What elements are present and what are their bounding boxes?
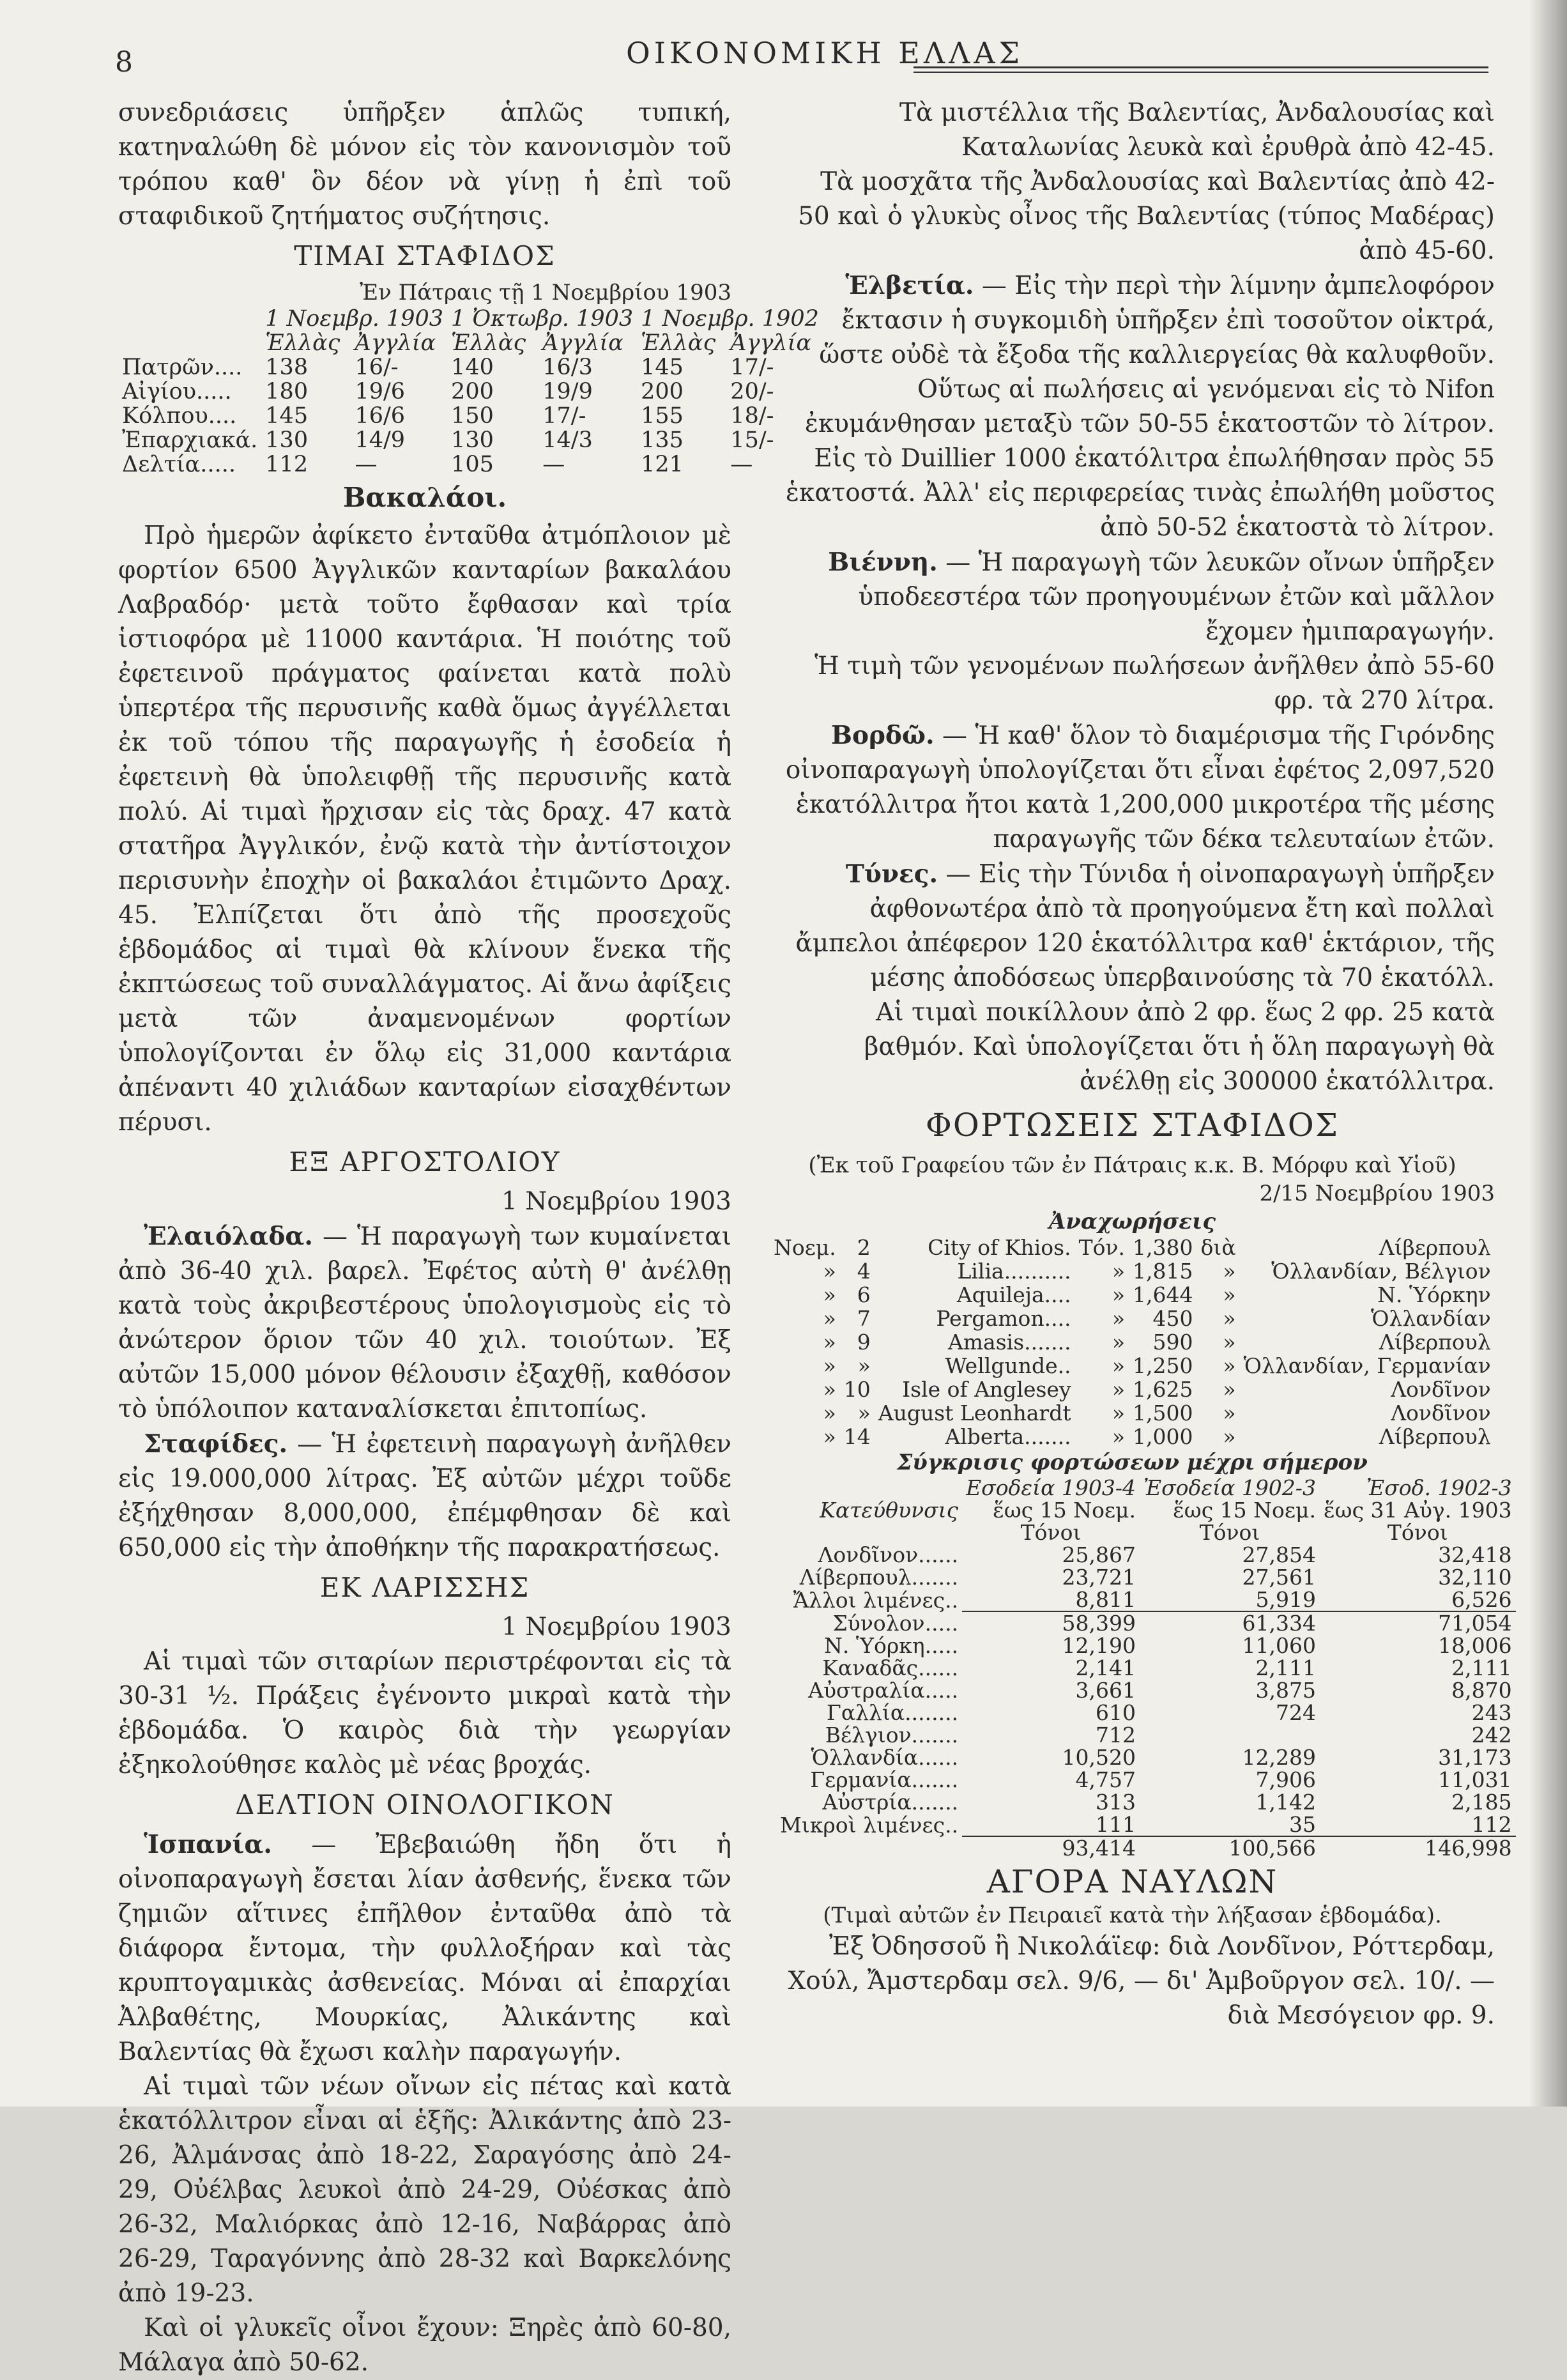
cell: » — [1223, 1259, 1236, 1284]
table-row — [776, 1746, 1516, 1769]
tons: 1,815 — [1133, 1259, 1193, 1284]
cell: 610 — [1095, 1700, 1136, 1725]
sweet-wines-paragraph: Καὶ οἱ γλυκεῖς οἶνοι ἔχουν: Ξηρὲς ἀπὸ 60-80, Μάλαγα ἀπὸ 50-62. — [118, 2314, 731, 2377]
argostoli-date: 1 Νοεμβρίου 1903 — [501, 1187, 731, 1216]
tons: 1,625 — [1133, 1377, 1193, 1402]
cell: 138 — [265, 355, 309, 380]
cell: 6 — [857, 1282, 871, 1307]
comp-head-row — [776, 1499, 1516, 1521]
cell: 16/3 — [542, 355, 593, 380]
header-rule-double — [913, 72, 1488, 73]
vienni-price-paragraph: Ἡ τιμὴ τῶν γενομένων πωλήσεων ἀνῆλθεν ἀπὸ 55-60 φρ. τὰ 270 λίτρα. — [814, 652, 1495, 715]
oinologikon-heading: ΔΕΛΤΙΟΝ ΟΙΝΟΛΟΓΙΚΟΝ — [235, 1789, 615, 1820]
total-cell: 100,566 — [1228, 1836, 1316, 1861]
moschata-paragraph: Τὰ μοσχᾶτα τῆς Ἀνδαλουσίας καὶ Βαλεντίας ἀπὸ 42-50 καὶ ὁ γλυκὺς οἶνος τῆς Βαλεντίας (τύπος Μαδέρας) ἀπὸ 45-60. — [798, 167, 1495, 265]
row-label: Ἄλλοι λιμένες.. — [793, 1587, 959, 1613]
cell: » — [857, 1353, 871, 1378]
destination: Ὁλλανδίαν — [1371, 1306, 1491, 1331]
cell: » — [823, 1306, 836, 1331]
unit-label: Τόνοι — [1020, 1520, 1082, 1545]
cell: » — [823, 1330, 836, 1355]
fortoseis-date: 2/15 Νοεμβρίου 1903 — [1259, 1181, 1495, 1206]
cell: 130 — [265, 427, 309, 453]
cell: 9 — [857, 1330, 871, 1355]
cell: 3,875 — [1255, 1678, 1316, 1703]
table-row — [770, 1425, 1495, 1448]
naulon-heading: ΑΓΟΡΑ ΝΑΥΛΩΝ — [986, 1863, 1278, 1900]
elvetia-text: — Εἰς τὴν περὶ τὴν λίμνην ἀμπελοφόρον ἔκτασιν ἡ συγκομιδὴ ὑπῆρξεν ἐπὶ τοσοῦτον οἰκτρά, ὥστε οὐδὲ τὰ ἔξοδα τῆς καλλιεργείας θὰ καλυφθοῦν. — [819, 272, 1495, 369]
cell: 242 — [1471, 1723, 1512, 1747]
ship-name: Wellgunde.. — [945, 1353, 1071, 1378]
tons: 450 — [1152, 1306, 1193, 1331]
row-label: Γερμανία....... — [810, 1767, 959, 1792]
cell: 2,185 — [1451, 1790, 1512, 1815]
date-col-2: 1 Ὀκτωβρ. 1903 — [451, 306, 634, 332]
cell: 200 — [451, 379, 494, 404]
tons: 1,000 — [1133, 1424, 1193, 1449]
ship-name: Alberta....... — [945, 1424, 1071, 1449]
unit-label: Τόνοι — [1199, 1520, 1260, 1545]
cell: 58,399 — [1062, 1611, 1136, 1636]
cell: » — [1223, 1353, 1236, 1378]
cell: 19/6 — [355, 379, 406, 404]
row-label: Βέλγιον....... — [825, 1723, 959, 1747]
sum-row — [776, 1611, 1516, 1634]
cell: » — [1112, 1353, 1126, 1378]
cell: διὰ — [1200, 1235, 1236, 1260]
tons: 1,250 — [1133, 1353, 1193, 1378]
cell: 313 — [1095, 1790, 1136, 1815]
departures-heading: Ἀναχωρήσεις — [1048, 1209, 1216, 1234]
date-col-1: 1 Νοεμβρ. 1903 — [265, 306, 444, 332]
cell: 2,111 — [1255, 1655, 1316, 1680]
fortoseis-source: (Ἐκ τοῦ Γραφείου τῶν ἐν Πάτραις κ.κ. Β. Μόρφυ καὶ Υἱοῦ) — [808, 1153, 1456, 1178]
cell: » — [823, 1377, 836, 1402]
cell: » — [1112, 1424, 1126, 1449]
comp-head: ἕως 15 Νοεμ. — [1173, 1498, 1316, 1523]
cell — [1140, 1724, 1320, 1746]
cell: 140 — [451, 355, 494, 380]
cell: — — [730, 452, 753, 477]
prices-cols-row — [118, 331, 823, 355]
cell: » — [823, 1282, 836, 1307]
cell: 10,520 — [1062, 1745, 1136, 1770]
cell: 112 — [265, 452, 309, 477]
ispania-text: — Ἐβεβαιώθη ἤδη ὅτι ἡ οἰνοπαραγωγὴ ἔσεται λίαν ἀσθενής, ἕνεκα τῶν ζημιῶν αἵτινες ἐπῆλθον ἐνταῦθα ἀπὸ τὰ διάφορα ἔντομα, τὴν φυλλοξήραν καὶ τὰς κρυπτογαμικὰς ἀσθενείας. Μόναι αἱ ἐπαρχίαι Ἀλβαθέτης, Μουρκίας, Ἀλικάντης καὶ Βαλεντίας θὰ ἔχωσι καλὴν παραγωγήν. — [118, 1831, 731, 2066]
ispania-heading: Ἱσπανία. — [144, 1830, 272, 1859]
cell: 11,031 — [1438, 1767, 1512, 1792]
col-head: Ἑλλὰς — [641, 330, 716, 356]
total-cell: 146,998 — [1425, 1836, 1512, 1861]
cell: 2,111 — [1451, 1655, 1512, 1680]
naulon-paragraph: Ἐξ Ὀδησσοῦ ἢ Νικολάϊεφ: διὰ Λονδῖνον, Ρόττερδαμ, Χούλ, Ἄμστερδαμ σελ. 9/6, — δι' Ἀμβοῦργον σελ. 10/. — διὰ Μεσόγειον φρ. 9. — [788, 1932, 1495, 2030]
stafides-heading: Σταφίδες. — [144, 1429, 288, 1459]
cell: — — [542, 452, 565, 477]
col-head: Ἑλλὰς — [265, 330, 340, 356]
row-label: Δελτία..... — [122, 452, 236, 477]
header-rule — [913, 66, 1488, 68]
unit-row — [776, 1521, 1516, 1544]
col-head: Ἀγγλία — [542, 330, 623, 356]
larissa-paragraph: Αἱ τιμαὶ τῶν σιταρίων περιστρέφονται εἰς τὰ 30-31 ½. Πράξεις ἐγένοντο μικραὶ κατὰ τὴν ἑβδομάδα. Ὁ καιρὸς διὰ τὴν γεωργίαν ἐξηκολούθησε καλὸς μὲ νέας βροχάς. — [118, 1647, 731, 1779]
cell: 31,173 — [1438, 1745, 1512, 1770]
destination: Λίβερπουλ — [1379, 1235, 1491, 1260]
row-label: Αἰγίου..... — [122, 379, 232, 404]
cell: 12,289 — [1242, 1745, 1316, 1770]
row-label: Σύνολον..... — [832, 1610, 959, 1636]
cell: 16/6 — [355, 403, 406, 429]
vordo-text: — Ἡ καθ' ὅλον τὸ διαμέρισμα τῆς Γιρόνδης οἰνοπαραγωγὴ ὑπολογίζεται ὅτι εἶναι ἐφέτος 2,097,520 ἑκατόλλιτρα ἤτοι κατὰ 1,200,000 μικροτέρα τῆς μέσης παραγωγῆς τῶν δέκα τελευταίων ἐτῶν. — [785, 721, 1495, 854]
row-label: Γαλλία........ — [826, 1700, 959, 1725]
cell: 135 — [641, 427, 684, 453]
cell: 14/9 — [355, 427, 406, 453]
cell: 20/- — [730, 379, 774, 404]
table-row — [118, 404, 823, 428]
nifon-paragraph: Οὕτως αἱ πωλήσεις αἱ γενόμεναι εἰς τὸ Nifon ἐκυμάνθησαν μεταξὺ τῶν 50-55 ἑκατοστῶν τὸ λίτρον. Εἰς τὸ Duillier 1000 ἑκατόλιτρα ἐπωλήθησαν πρὸς 55 ἑκατοστά. Ἀλλ' εἰς περιφερείας τινὰς ἐπωλήθη μοῦστος ἀπὸ 50-52 ἑκατοστὰ τὸ λίτρον. — [786, 375, 1495, 542]
tons: 590 — [1152, 1330, 1193, 1355]
cell: 121 — [641, 452, 684, 477]
tons: 1,380 — [1133, 1235, 1193, 1260]
mistellia-paragraph: Τὰ μιστέλλια τῆς Βαλεντίας, Ἀνδαλουσίας καὶ Καταλωνίας λευκὰ καὶ ἐρυθρὰ ἀπὸ 42-45. — [899, 98, 1495, 162]
cell: » — [1112, 1259, 1126, 1284]
cell: 18/- — [730, 403, 774, 429]
table-row — [776, 1701, 1516, 1724]
cell: » — [857, 1401, 871, 1425]
bakalaoi-paragraph: Πρὸ ἡμερῶν ἀφίκετο ἐνταῦθα ἀτμόπλοιον μὲ φορτίον 6500 Ἀγγλικῶν κανταρίων βακαλάου Λαβραδόρ· μετὰ τοῦτο ἔφθασαν καὶ τρία ἱστιοφόρα μὲ 11000 καντάρια. Ἡ ποιότης τοῦ ἐφετεινοῦ πράγματος φαίνεται κατὰ πολὺ ὑπερτέρα τῆς περυσινῆς καθὰ ὅμως ἀγγέλλεται ἐκ τοῦ τόπου τῆς παραγωγῆς ἡ ἐσοδεία ἡ ἐφετεινὴ θὰ ὑπολειφθῇ τῆς περυσινῆς κατὰ πολύ. Αἱ τιμαὶ ἤρχισαν εἰς τὰς δραχ. 47 κατὰ στατῆρα Ἀγγλικόν, ἐνῷ κατὰ τὴν ἀντίστοιχον περισυνὴν ἐποχὴν οἱ βακαλάοι ἐτιμῶντο Δραχ. 45. Ἐλπίζεται ὅτι ἀπὸ τῆς προσεχοῦς ἑβδομάδος αἱ τιμαὶ θὰ κλίνουν ἕνεκα τῆς ἐκπτώσεως τοῦ συναλλάγματος. Αἱ ἄνω ἀφίξεις μετὰ τῶν ἀναμενομένων φορτίων ὑπολογίζονται ἐν ὅλῳ εἰς 31,000 καντάρια ἀπέναντι 40 χιλιάδων κανταρίων εἰσαχθέντων πέρυσι. — [118, 521, 731, 1137]
cell: 16/- — [355, 355, 399, 380]
comp-head: Κατεύθυνσις — [820, 1498, 959, 1523]
cell: » — [1112, 1282, 1126, 1307]
destination: Λονδῖνον — [1391, 1401, 1491, 1425]
ship-name: Pergamon.... — [936, 1306, 1071, 1331]
cell: 32,418 — [1438, 1542, 1512, 1567]
row-label: Αὐστρία....... — [822, 1790, 959, 1815]
row-label: Κόλπου.... — [122, 403, 237, 429]
cell: » — [1223, 1330, 1236, 1355]
cell: 17/- — [730, 355, 774, 380]
comp-head: ἕως 31 Αὐγ. 1903 — [1323, 1498, 1512, 1523]
cell: 71,054 — [1438, 1611, 1512, 1636]
cell: 23,721 — [1062, 1565, 1136, 1590]
total-cell: 93,414 — [1062, 1836, 1136, 1861]
cell: 7,906 — [1255, 1767, 1316, 1792]
unit-label: Τόνοι — [1387, 1520, 1448, 1545]
comp-head: Εσοδεία 1903-4 — [966, 1475, 1136, 1500]
table-row — [770, 1330, 1495, 1354]
tynes-text: — Εἰς τὴν Τύνιδα ἡ οἰνοπαραγωγὴ ὑπῆρξεν ἀφθονωτέρα ἀπὸ τὰ προηγούμενα ἔτη καὶ πολλαὶ ἄμπελοι ἀπέφερον 120 ἑκατόλλιτρα καθ' ἑκτάριον, τῆς μέσης ἀποδόσεως ὑπερβαινούσης τὰ 70 ἑκατόλλ. — [795, 860, 1495, 992]
table-row — [118, 355, 823, 380]
cell: 35 — [1140, 1813, 1320, 1836]
cell: 8,870 — [1451, 1678, 1512, 1703]
cell: 18,006 — [1438, 1633, 1512, 1658]
elaiolada-text: — Ἡ παραγωγὴ των κυμαίνεται ἀπὸ 36-40 χιλ. βαρελ. Ἐφέτος αὐτὴ θ' ἀνέλθῃ κατὰ τοὺς ἀκριβεστέρους ὑπολογισμοὺς εἰς τὸ ἀνώτερον ὅριον τῶν 40 χιλ. τοιούτων. Ἐξ αὐτῶν 15,000 μόνον θέλουσιν ἐξαχθῇ, καθόσον τὸ ὑπόλοιπον καταναλίσκεται ἐπιτοπίως. — [118, 1222, 731, 1424]
cell: 5,919 — [1140, 1588, 1320, 1611]
tynes-price-paragraph: Αἱ τιμαὶ ποικίλλουν ἀπὸ 2 φρ. ἕως 2 φρ. 25 κατὰ βαθμόν. Καὶ ὑπολογίζεται ὅτι ἡ ὅλη παραγωγὴ θὰ ἀνέλθῃ εἰς 300000 ἑκατόλλιτρα. — [864, 998, 1495, 1096]
row-label: Ἐπαρχιακά. — [122, 427, 258, 453]
elvetia-heading: Ἑλβετία. — [845, 271, 974, 300]
journal-title: ΟΙΚΟΝΟΜΙΚΗ ΕΛΛΑΣ — [626, 36, 1024, 70]
cell: » — [1223, 1282, 1236, 1307]
table-row — [118, 380, 823, 404]
cell: 112 — [1320, 1813, 1516, 1836]
date-col-3: 1 Νοεμβρ. 1902 — [641, 306, 819, 332]
table-row — [776, 1679, 1516, 1701]
vienni-text: — Ἡ παραγωγὴ τῶν λευκῶν οἴνων ὑπῆρξεν ὑποδεεστέρα τῶν προηγουμένων ἐτῶν καὶ μᾶλλον ἔχομεν ἡμιπαραγωγήν. — [858, 548, 1495, 646]
row-label: Μικροὶ λιμένες.. — [780, 1812, 959, 1838]
ship-name: Amasis....... — [947, 1330, 1071, 1355]
prices-dates-row — [118, 307, 823, 331]
destination: Ὁλλανδίαν, Βέλγιον — [1271, 1259, 1491, 1284]
table-row — [776, 1588, 1516, 1611]
cell: 27,854 — [1242, 1542, 1316, 1567]
table-row — [776, 1791, 1516, 1813]
tynes-heading: Τύνες. — [845, 859, 938, 889]
row-label: Καναδᾶς...... — [822, 1655, 959, 1680]
wine-prices-paragraph: Αἱ τιμαὶ τῶν νέων οἴνων εἰς πέτας καὶ κατὰ ἑκατόλλιτρον εἶναι αἱ ἑξῆς: Ἀλικάντης ἀπὸ 23-26, Ἀλμάνσας ἀπὸ 18-22, Σαραγόσης ἀπὸ 24-29, Οὐέλβας λευκοὶ ἀπὸ 24-29, Οὐέσκας ἀπὸ 26-32, Μαλιόρκας ἀπὸ 12-16, Ναβάρρας ἀπὸ 26-29, Ταραγόννης ἀπὸ 28-32 καὶ Βαρκελόνης ἀπὸ 19-23. — [118, 2072, 731, 2308]
cell: » — [1223, 1424, 1236, 1449]
cell: 19/9 — [542, 379, 593, 404]
cell: — — [355, 452, 378, 477]
cell: » — [1112, 1377, 1126, 1402]
col-head: Ἀγγλία — [355, 330, 436, 356]
cell: 4 — [857, 1259, 871, 1284]
cell: 105 — [451, 452, 494, 477]
cell: 111 — [962, 1813, 1140, 1836]
table-row — [118, 452, 823, 477]
stafides-text: — Ἡ ἐφετεινὴ παραγωγὴ ἀνῆλθεν εἰς 19.000,000 λίτρας. Ἐξ αὐτῶν μέχρι τοῦδε ἐξήχθησαν 8,000,000, ἐπέμφθησαν δὲ καὶ 650,000 εἰς τὴν ἀποθήκην τῆς παρακρατήσεως. — [118, 1430, 731, 1562]
fortoseis-heading: ΦΟΡΤΩΣΕΙΣ ΣΤΑΦΙΔΟΣ — [925, 1107, 1340, 1144]
row-label: Πατρῶν.... — [122, 355, 243, 380]
elaiolada-heading: Ἐλαιόλαδα. — [144, 1222, 313, 1251]
row-label: Αὐστραλία..... — [808, 1678, 959, 1703]
comparison-heading: Σύγκρισις φορτώσεων μέχρι σήμερον — [897, 1450, 1368, 1475]
cell: 14 — [843, 1424, 871, 1449]
cell: » — [1112, 1401, 1126, 1425]
prices-title: ΤΙΜΑΙ ΣΤΑΦΙΔΟΣ — [294, 240, 556, 272]
ship-name: City of Khios. — [928, 1235, 1071, 1260]
cell: 15/- — [730, 427, 774, 453]
destination: Ν. Ὑόρκην — [1377, 1282, 1491, 1307]
cell: » — [1223, 1306, 1236, 1331]
cell: 145 — [265, 403, 309, 429]
destination: Λίβερπουλ — [1379, 1330, 1491, 1355]
table-row — [776, 1769, 1516, 1791]
table-row — [776, 1544, 1516, 1566]
ship-name: Lilia.......... — [957, 1259, 1071, 1284]
cell: 2,141 — [1075, 1655, 1136, 1680]
table-row — [770, 1307, 1495, 1330]
cell: 7 — [857, 1306, 871, 1331]
argostoli-heading: ΕΞ ΑΡΓΟΣΤΟΛΙΟΥ — [289, 1146, 561, 1178]
cell: » — [1112, 1306, 1126, 1331]
cell: 11,060 — [1242, 1633, 1316, 1658]
cell: 724 — [1275, 1700, 1316, 1725]
table-row — [770, 1354, 1495, 1378]
cell: 155 — [641, 403, 684, 429]
cell: Τόν. — [1078, 1235, 1126, 1260]
row-label: Ὁλλανδία...... — [811, 1745, 959, 1770]
cell: 27,561 — [1242, 1565, 1316, 1590]
prices-table — [118, 307, 823, 477]
table-row — [776, 1566, 1516, 1588]
cell: 14/3 — [542, 427, 593, 453]
cell: » — [1112, 1330, 1126, 1355]
vienni-heading: Βιέννη. — [828, 548, 938, 577]
prices-date: Ἐν Πάτραις τῇ 1 Νοεμβρίου 1903 — [360, 280, 731, 305]
cell: 25,867 — [1062, 1542, 1136, 1567]
table-row — [770, 1378, 1495, 1401]
row-label: Λονδῖνον...... — [818, 1542, 959, 1567]
destination: Λίβερπουλ — [1379, 1424, 1491, 1449]
ship-name: Aquileja.... — [956, 1282, 1071, 1307]
cell: 1,142 — [1255, 1790, 1316, 1815]
table-row — [118, 428, 823, 452]
cell: 10 — [843, 1377, 871, 1402]
comp-head-row — [776, 1477, 1516, 1499]
naulon-note: (Τιμαὶ αὐτῶν ἐν Πειραιεῖ κατὰ τὴν λήξασαν ἑβδομάδα). — [823, 1903, 1442, 1928]
ship-name: Isle of Anglesey — [902, 1377, 1071, 1402]
table-row — [770, 1236, 1495, 1259]
tons: 1,644 — [1133, 1282, 1193, 1307]
larissa-heading: ΕΚ ΛΑΡΙΣΣΗΣ — [319, 1572, 530, 1603]
cell: 12,190 — [1062, 1633, 1136, 1658]
row-label: Ν. Ὑόρκη..... — [824, 1633, 959, 1658]
left-column — [118, 96, 819, 2380]
cell: 145 — [641, 355, 684, 380]
cell: 3,661 — [1075, 1678, 1136, 1703]
cell: 712 — [1095, 1723, 1136, 1747]
cell: 61,334 — [1242, 1611, 1316, 1636]
totals-row — [776, 1836, 1516, 1859]
cell: 180 — [265, 379, 309, 404]
comp-head: Ἐσοδεία 1902-3 — [1143, 1475, 1316, 1500]
table-row — [770, 1259, 1495, 1283]
cell: 8,811 — [962, 1588, 1140, 1611]
cell: 4,757 — [1075, 1767, 1136, 1792]
table-row — [776, 1657, 1516, 1679]
cell: 2 — [857, 1235, 871, 1260]
cell: 17/- — [542, 403, 586, 429]
ship-name: August Leonhardt — [878, 1401, 1071, 1425]
table-row — [770, 1401, 1495, 1425]
table-row — [776, 1634, 1516, 1657]
cell: » — [823, 1424, 836, 1449]
cell: 150 — [451, 403, 494, 429]
cell: 200 — [641, 379, 684, 404]
tons: 1,500 — [1133, 1401, 1193, 1425]
bakalaoi-heading: Βακαλάοι. — [342, 482, 507, 513]
table-row — [770, 1283, 1495, 1307]
cell: Νοεμ. — [774, 1235, 836, 1260]
row-label: Λίβερπουλ....... — [799, 1565, 959, 1590]
destination: Ὁλλανδίαν, Γερμανίαν — [1243, 1353, 1491, 1378]
table-row — [776, 1724, 1516, 1746]
right-column — [770, 96, 1512, 2033]
departures-table — [770, 1236, 1495, 1448]
comparison-table — [776, 1477, 1516, 1859]
larissa-date: 1 Νοεμβρίου 1903 — [501, 1613, 731, 1641]
cell: 130 — [451, 427, 494, 453]
cell: » — [823, 1401, 836, 1425]
vordo-heading: Βορδῶ. — [831, 721, 935, 750]
destination: Λονδῖνον — [1391, 1377, 1491, 1402]
comp-head: ἕως 15 Νοεμ. — [993, 1498, 1136, 1523]
comp-head: Ἐσοδ. 1902-3 — [1366, 1475, 1512, 1500]
cell: 243 — [1471, 1700, 1512, 1725]
cell: » — [1223, 1401, 1236, 1425]
cell: » — [1223, 1377, 1236, 1402]
cell: » — [823, 1259, 836, 1284]
cell: 6,526 — [1320, 1588, 1516, 1611]
col-head: Ἀγγλία — [730, 330, 811, 356]
cell: 32,110 — [1438, 1565, 1512, 1590]
table-row — [776, 1813, 1516, 1836]
col-head: Ἑλλὰς — [451, 330, 526, 356]
page-number: 8 — [115, 46, 133, 79]
intro-paragraph: συνεδριάσεις ὑπῆρξεν ἁπλῶς τυπική, κατηναλώθη δὲ μόνον εἰς τὸν κανονισμὸν τοῦ τρόπου καθ' ὃν δέον νὰ γίνῃ ἡ ἐπὶ τοῦ σταφιδικοῦ ζητήματος συζήτησις. — [118, 98, 731, 231]
cell: » — [823, 1353, 836, 1378]
